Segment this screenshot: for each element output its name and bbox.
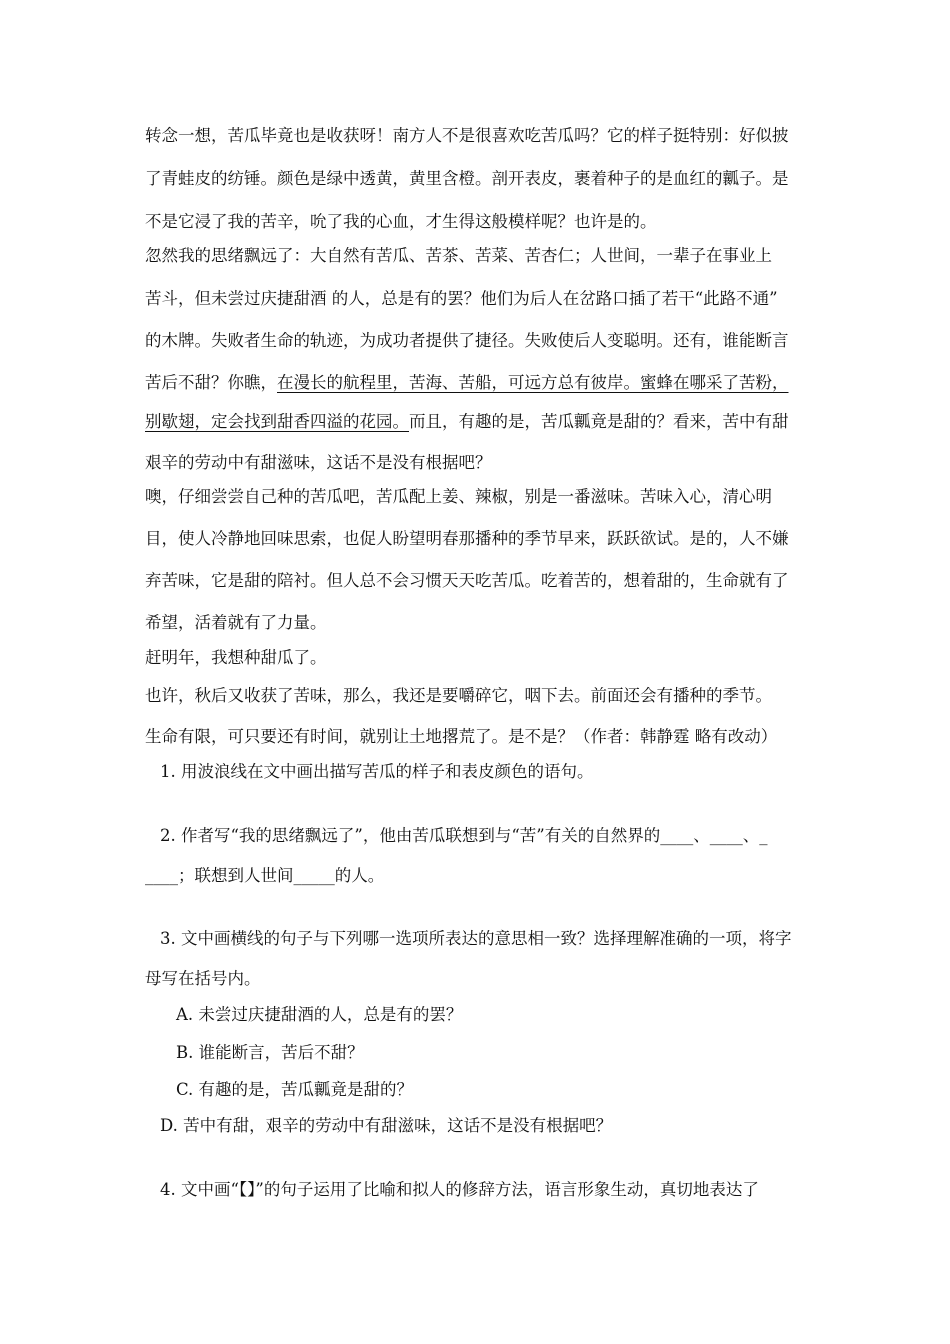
- passage-line: 也许，秋后又收获了苦味，那么，我还是要嚼碎它，咽下去。前面还会有播种的季节。: [145, 686, 772, 705]
- passage-line: [145, 373, 810, 393]
- question-1: 1. 用波浪线在文中画出描写苦瓜的样子和表皮颜色的语句。: [160, 762, 594, 781]
- question-2: 2. 作者写“我的思绪飘远了”，他由苦瓜联想到与“苦”有关的自然界的____、____、_: [160, 826, 768, 845]
- passage-line: 不是它浸了我的苦辛，吮了我的心血，才生得这般模样呢？也许是的。: [145, 212, 657, 231]
- passage-line: 苦斗，但未尝过庆捷甜酒 的人，总是有的罢？他们为后人在岔路口插了若干“此路不通”: [145, 289, 778, 308]
- question-3: 3. 文中画横线的句子与下列哪一选项所表达的意思相一致？选择理解准确的一项，将字: [160, 929, 792, 948]
- option-a: A. 未尝过庆捷甜酒的人，总是有的罢？: [176, 1005, 463, 1024]
- question-3-cont: 母写在括号内。: [145, 969, 261, 988]
- question-4: 4. 文中画“【】”的句子运用了比喻和拟人的修辞方法，语言形象生动，真切地表达了: [160, 1180, 759, 1199]
- underlined-sentence: 别歇翅，定会找到甜香四溢的花园。: [145, 412, 409, 431]
- passage-line: 目，使人冷静地回味思索，也促人盼望明春那播种的季节早来，跃跃欲试。是的，人不嫌: [145, 529, 789, 548]
- passage-line: 噢，仔细尝尝自己种的苦瓜吧，苦瓜配上姜、辣椒，别是一番滋味。苦味入心，清心明: [145, 487, 772, 506]
- option-d: D. 苦中有甜，艰辛的劳动中有甜滋味，这话不是没有根据吧？: [160, 1116, 613, 1135]
- question-2-cont: ____；联想到人世间_____的人。: [145, 866, 385, 885]
- underlined-sentence: 在漫长的航程里，苦海、苦船，可远方总有彼岸。蜜蜂在哪采了苦粉，: [277, 373, 789, 392]
- option-b: B. 谁能断言，苦后不甜？: [176, 1043, 364, 1062]
- passage-line: 生命有限，可只要还有时间，就别让土地撂荒了。是不是？（作者：韩静霆 略有改动）: [145, 727, 778, 746]
- passage-line: 弃苦味，它是甜的陪衬。但人总不会习惯天天吃苦瓜。吃着苦的，想着甜的，生命就有了: [145, 571, 789, 590]
- plain-text: 而且，有趣的是，苦瓜瓤竟是甜的？看来，苦中有甜: [409, 412, 789, 431]
- option-c: C. 有趣的是，苦瓜瓤竟是甜的？: [176, 1080, 414, 1099]
- passage-line: 忽然我的思绪飘远了：大自然有苦瓜、苦茶、苦菜、苦杏仁；人世间，一辈子在事业上: [145, 246, 772, 265]
- passage-line: [145, 412, 810, 432]
- passage-line: 赶明年，我想种甜瓜了。: [145, 648, 327, 667]
- passage-line: 艰辛的劳动中有甜滋味，这话不是没有根据吧？: [145, 453, 492, 472]
- passage-line: 转念一想，苦瓜毕竟也是收获呀！南方人不是很喜欢吃苦瓜吗？它的样子挺特别：好似披: [145, 126, 789, 145]
- passage-line: 的木牌。失败者生命的轨迹，为成功者提供了捷径。失败使后人变聪明。还有，谁能断言: [145, 331, 789, 350]
- passage-line: 希望，活着就有了力量。: [145, 613, 327, 632]
- passage-line: 了青蛙皮的纺锤。颜色是绿中透黄，黄里含橙。剖开表皮，裹着种子的是血红的瓤子。是: [145, 169, 789, 188]
- plain-text: 苦后不甜？你瞧，: [145, 373, 277, 392]
